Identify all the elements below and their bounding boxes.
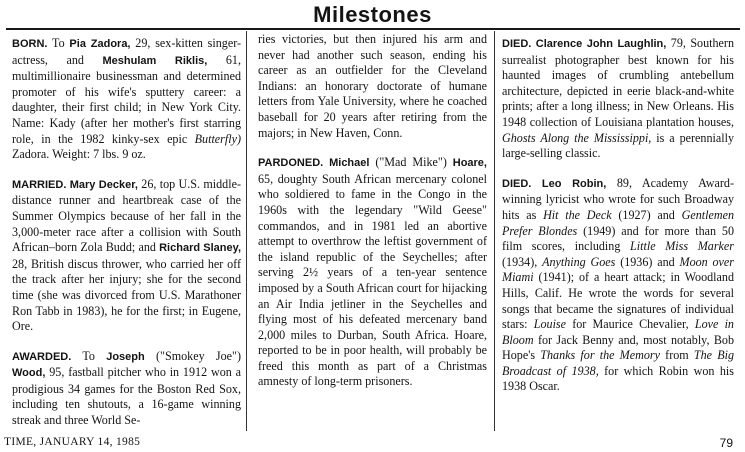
film-title: Butterfly) <box>194 131 241 146</box>
person-name: Joseph <box>106 350 145 363</box>
work-title: Moon over Miami <box>502 254 735 285</box>
text <box>531 176 542 190</box>
text: ("Smokey Joe") <box>144 348 241 363</box>
work-title: Gentlemen Prefer Blondes <box>502 207 734 238</box>
person-name: Michael <box>329 157 370 170</box>
text: (1927) and <box>611 207 682 222</box>
married-label: MARRIED. <box>12 178 67 191</box>
work-title: Little Miss Marker <box>630 239 735 254</box>
person-name: Leo Robin, <box>541 177 607 190</box>
text: To <box>71 348 107 363</box>
work-title: Ghosts Along the Mississippi, <box>502 130 652 145</box>
died-label: DIED. <box>502 38 532 50</box>
text: 28, British discus thrower, who carried her off the track after her injury; she for the second time (she was divorced from U.S. Marathoner Ron Tabb in 1983), he for the first; in Eugene, Ore. <box>12 256 241 334</box>
page-number: 79 <box>719 436 733 450</box>
text: 79, Southern surrealist photographer best known for his haunted images of crumbling antebellum architecture, depicted in eerie black-and-white prints; after a long illness; in New Orleans. His 1948 collection of Louisiana plantation houses, <box>502 36 734 129</box>
song-title: Thanks for the Memory <box>540 348 660 363</box>
text: Zadora. Weight: 7 lbs. 9 oz. <box>12 147 146 162</box>
column-divider-2 <box>494 31 495 431</box>
text: is a perennially large-selling classic. <box>502 130 735 161</box>
text: 29, sex-kitten singer-actress, and <box>12 36 242 67</box>
awarded-label: AWARDED. <box>12 350 72 363</box>
person-name: Hoare, <box>452 157 487 170</box>
died-entry-robin <box>502 176 734 395</box>
text: from <box>659 348 694 363</box>
text: for Maurice Chevalier, <box>566 317 695 332</box>
text: (1934), <box>502 254 543 269</box>
song-title: Love in Bloom <box>502 317 734 347</box>
text: (1936) and <box>615 254 680 269</box>
column-3 <box>502 36 734 409</box>
issue-date: TIME, JANUARY 14, 1985 <box>4 436 141 448</box>
person-name: Meshulam Riklis, <box>102 54 208 67</box>
person-name: Mary Decker, <box>69 178 138 191</box>
person-name: Wood, <box>12 367 46 380</box>
text: ("Mad Mike") <box>369 155 453 170</box>
work-title: Anything Goes <box>542 254 616 269</box>
column-1 <box>12 36 241 443</box>
text: 95, fastball pitcher who in 1912 won a prodigious 34 games for the Boston Red Sox, including ten shutouts, a 16-game winning streak and three World Se- <box>12 365 241 428</box>
pardoned-label: PARDONED. <box>258 157 324 170</box>
page-title: Milestones <box>313 2 432 27</box>
born-entry <box>12 36 241 163</box>
text: 61, multimillionaire businessman and determined promoter of his wife's sputtery career: a daughter, their first child; in New York City. Name: Kady (after her mother's first starring role, in the 1982 kinky-sex epic <box>12 52 241 146</box>
text: To <box>47 36 70 50</box>
song-title: Louise <box>533 317 567 332</box>
born-label: BORN. <box>12 38 48 50</box>
person-name: Pia Zadora, <box>69 38 131 50</box>
work-title: The Big Broadcast of 1938, <box>502 348 734 378</box>
awarded-continuation: ries victories, but then injured his arm and never had another such season, ending his career as an outfielder for the Cleveland Indians: an honorary doctorate of humane letters from Yale University, where he coached baseball for 20 years after retiring from the majors; in New Haven, Conn. <box>258 32 487 140</box>
column-2 <box>258 32 487 404</box>
work-title: Hit the Deck <box>543 207 612 222</box>
column-divider-1 <box>246 31 247 431</box>
married-entry <box>12 177 241 335</box>
text: 26, top U.S. middle-distance runner and heartbreak case of the Summer Olympics because of her fall in the 3,000-meter race after a collision with South African–born Zola Budd; and <box>12 176 241 255</box>
text: for which Robin won his 1938 Oscar. <box>502 363 734 394</box>
text: (1941); of a heart attack; in Woodland Hills, Calif. He wrote the words for several songs that became the signatures of individual stars: <box>502 270 734 332</box>
title-rule <box>6 28 740 30</box>
text: for Jack Benny and, most notably, Bob Hope's <box>502 332 734 363</box>
person-name: Clarence John Laughlin, <box>535 38 667 50</box>
died-label: DIED. <box>502 177 532 190</box>
pardoned-entry <box>258 155 487 390</box>
text: 65, doughty South African mercenary colonel who soldiered to fame in the Congo in the 1960s with the legendary "Wild Geese" commandos, and in 1981 led an abortive attempt to overthrow the leftist government of the island republic of the Seychelles; after serving 2½ years of a ten-year sentence imposed by a South African court for hijacking an Air India jetliner in the Seychelles and flying most of his defeated mercenary band 2,000 miles to Durban, South Africa. Hoare, reported to be in poor health, will probably be freed this month as part of a Christmas amnesty of long-term prisoners. <box>258 171 487 389</box>
awarded-entry <box>12 349 241 429</box>
person-name: Richard Slaney, <box>159 242 241 255</box>
text: (1949) and for more than 50 film scores, including <box>502 223 735 254</box>
died-entry-laughlin <box>502 36 734 162</box>
text: 89, Academy Award-winning lyricist who wrote for such Broadway hits as <box>502 175 734 222</box>
